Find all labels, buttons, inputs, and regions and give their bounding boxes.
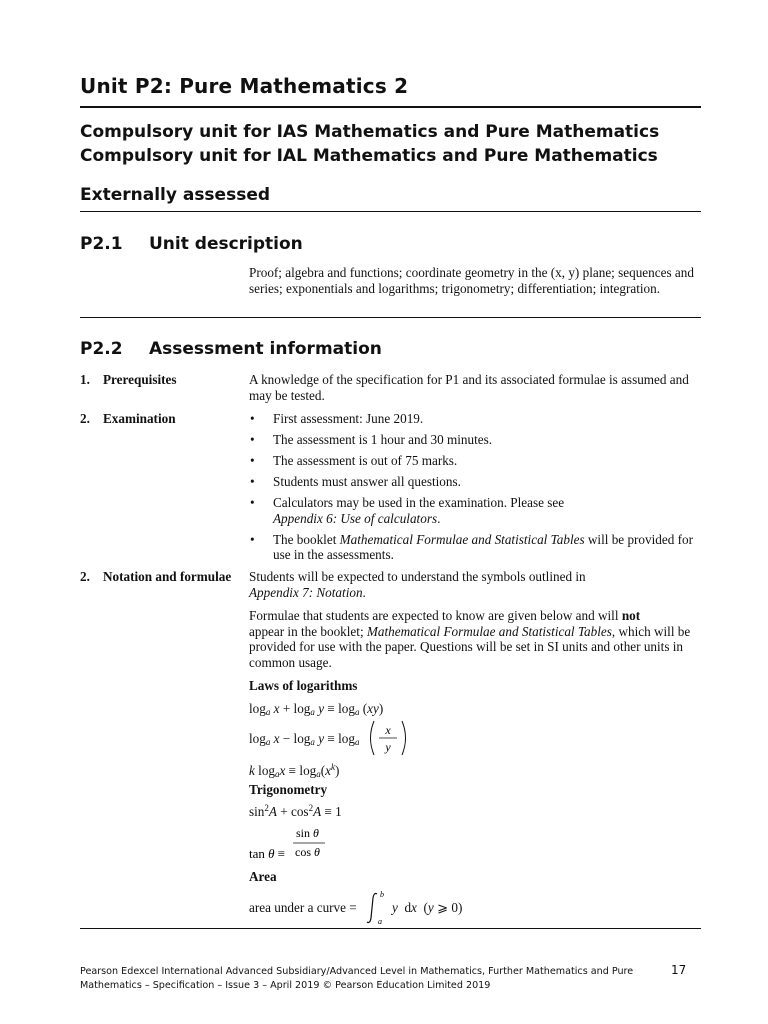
section-heading-assessment-information xyxy=(80,339,382,359)
svg-text:a: a xyxy=(378,917,382,926)
svg-text:x: x xyxy=(385,723,391,737)
formulae-paragraph: Formulae that students are expected to know are given below and will not appear in the booklet; Mathematical Formulae and Statistical Tables, which will be provided for use with the paper. Questions will be set in SI units and other units in common usage. xyxy=(249,608,691,670)
log-power-formula: k $\log_ax \equiv \log_a(x^k)$ xyxy=(249,762,340,779)
section-title: Unit description xyxy=(149,234,303,254)
notation-intro: Students will be expected to understand the symbols outlined in Appendix 7: Notation. xyxy=(249,569,586,600)
compulsory-ial-heading: Compulsory unit for IAL Mathematics and Pure Mathematics xyxy=(80,146,658,166)
section-number: P2.1 xyxy=(80,234,123,254)
x-over-y-fraction xyxy=(366,719,410,757)
notation-label: 2. Notation and formulae xyxy=(80,569,232,584)
area-under-curve-label: area under a curve = xyxy=(249,900,357,915)
laws-of-logarithms-heading: Laws of logarithms xyxy=(249,678,358,693)
pythagorean-identity: $\sin^2A + \cos^2A \equiv 1$ xyxy=(249,803,342,819)
footer-text: Pearson Edexcel International Advanced Subsidiary/Advanced Level in Mathematics, Further Mathematics and Pure Mathematics – Specification – Issue 3 – April 2019 © Pearson Education Limited 2019 xyxy=(80,966,634,991)
compulsory-ias-heading: Compulsory unit for IAS Mathematics and Pure Mathematics xyxy=(80,122,660,142)
appendix-6-reference: Appendix 6: Use of calculators xyxy=(273,510,438,526)
svg-text:sin θ: sin θ xyxy=(296,826,319,840)
appendix-7-reference: Appendix 7: Notation xyxy=(249,584,363,600)
unit-title: Unit P2: Pure Mathematics 2 xyxy=(80,74,409,98)
area-integrand: y dx (y ⩾ 0) xyxy=(392,900,463,915)
list-item: • The assessment is out of 75 marks. xyxy=(250,453,458,468)
list-item: • The assessment is 1 hour and 30 minutes. xyxy=(250,432,493,447)
title-rule xyxy=(80,106,701,108)
booklet-title: Mathematical Formulae and Statistical Tables xyxy=(339,531,585,547)
log-difference-formula: $\log_a x - \log_a y \equiv \log_a$ xyxy=(249,731,360,747)
unit-description-text: Proof; algebra and functions; coordinate geometry in the (x, y) plane; sequences and series; exponentials and logarithms; trigonometry; differentiation; integration. xyxy=(249,265,694,296)
area-heading: Area xyxy=(249,869,277,884)
tan-identity xyxy=(249,825,339,865)
prerequisites-text: A knowledge of the specification for P1 and its associated formulae is assumed and may be tested. xyxy=(249,372,689,403)
trigonometry-heading: Trigonometry xyxy=(249,782,328,797)
svg-text:b: b xyxy=(380,890,384,899)
section-title: Assessment information xyxy=(149,339,382,359)
header-rule xyxy=(80,211,701,212)
log-sum-formula: $\log_a x + \log_a y \equiv \log_a (xy)$ xyxy=(249,701,384,717)
footer-rule xyxy=(80,928,701,929)
externally-assessed-heading: Externally assessed xyxy=(80,185,271,205)
examination-list xyxy=(249,411,704,568)
list-item: • Students must answer all questions. xyxy=(250,474,461,489)
section-number: P2.2 xyxy=(80,339,123,359)
list-item: • First assessment: June 2019. xyxy=(250,411,424,426)
page-number: 17 xyxy=(671,963,687,977)
svg-text:y: y xyxy=(385,740,391,754)
section-rule xyxy=(80,317,701,318)
list-item: • Calculators may be used in the examination. Please see Appendix 6: Use of calculators. xyxy=(250,495,565,526)
prerequisites-label: 1. Prerequisites xyxy=(80,372,177,387)
svg-text:tan θ ≡: tan θ ≡ xyxy=(249,846,286,861)
svg-text:cos θ: cos θ xyxy=(295,845,320,859)
examination-label: 2. Examination xyxy=(80,411,176,426)
list-item: • The booklet Mathematical Formulae and Statistical Tables will be provided for use in the assessments. xyxy=(250,531,693,562)
section-heading-unit-description xyxy=(80,234,303,254)
